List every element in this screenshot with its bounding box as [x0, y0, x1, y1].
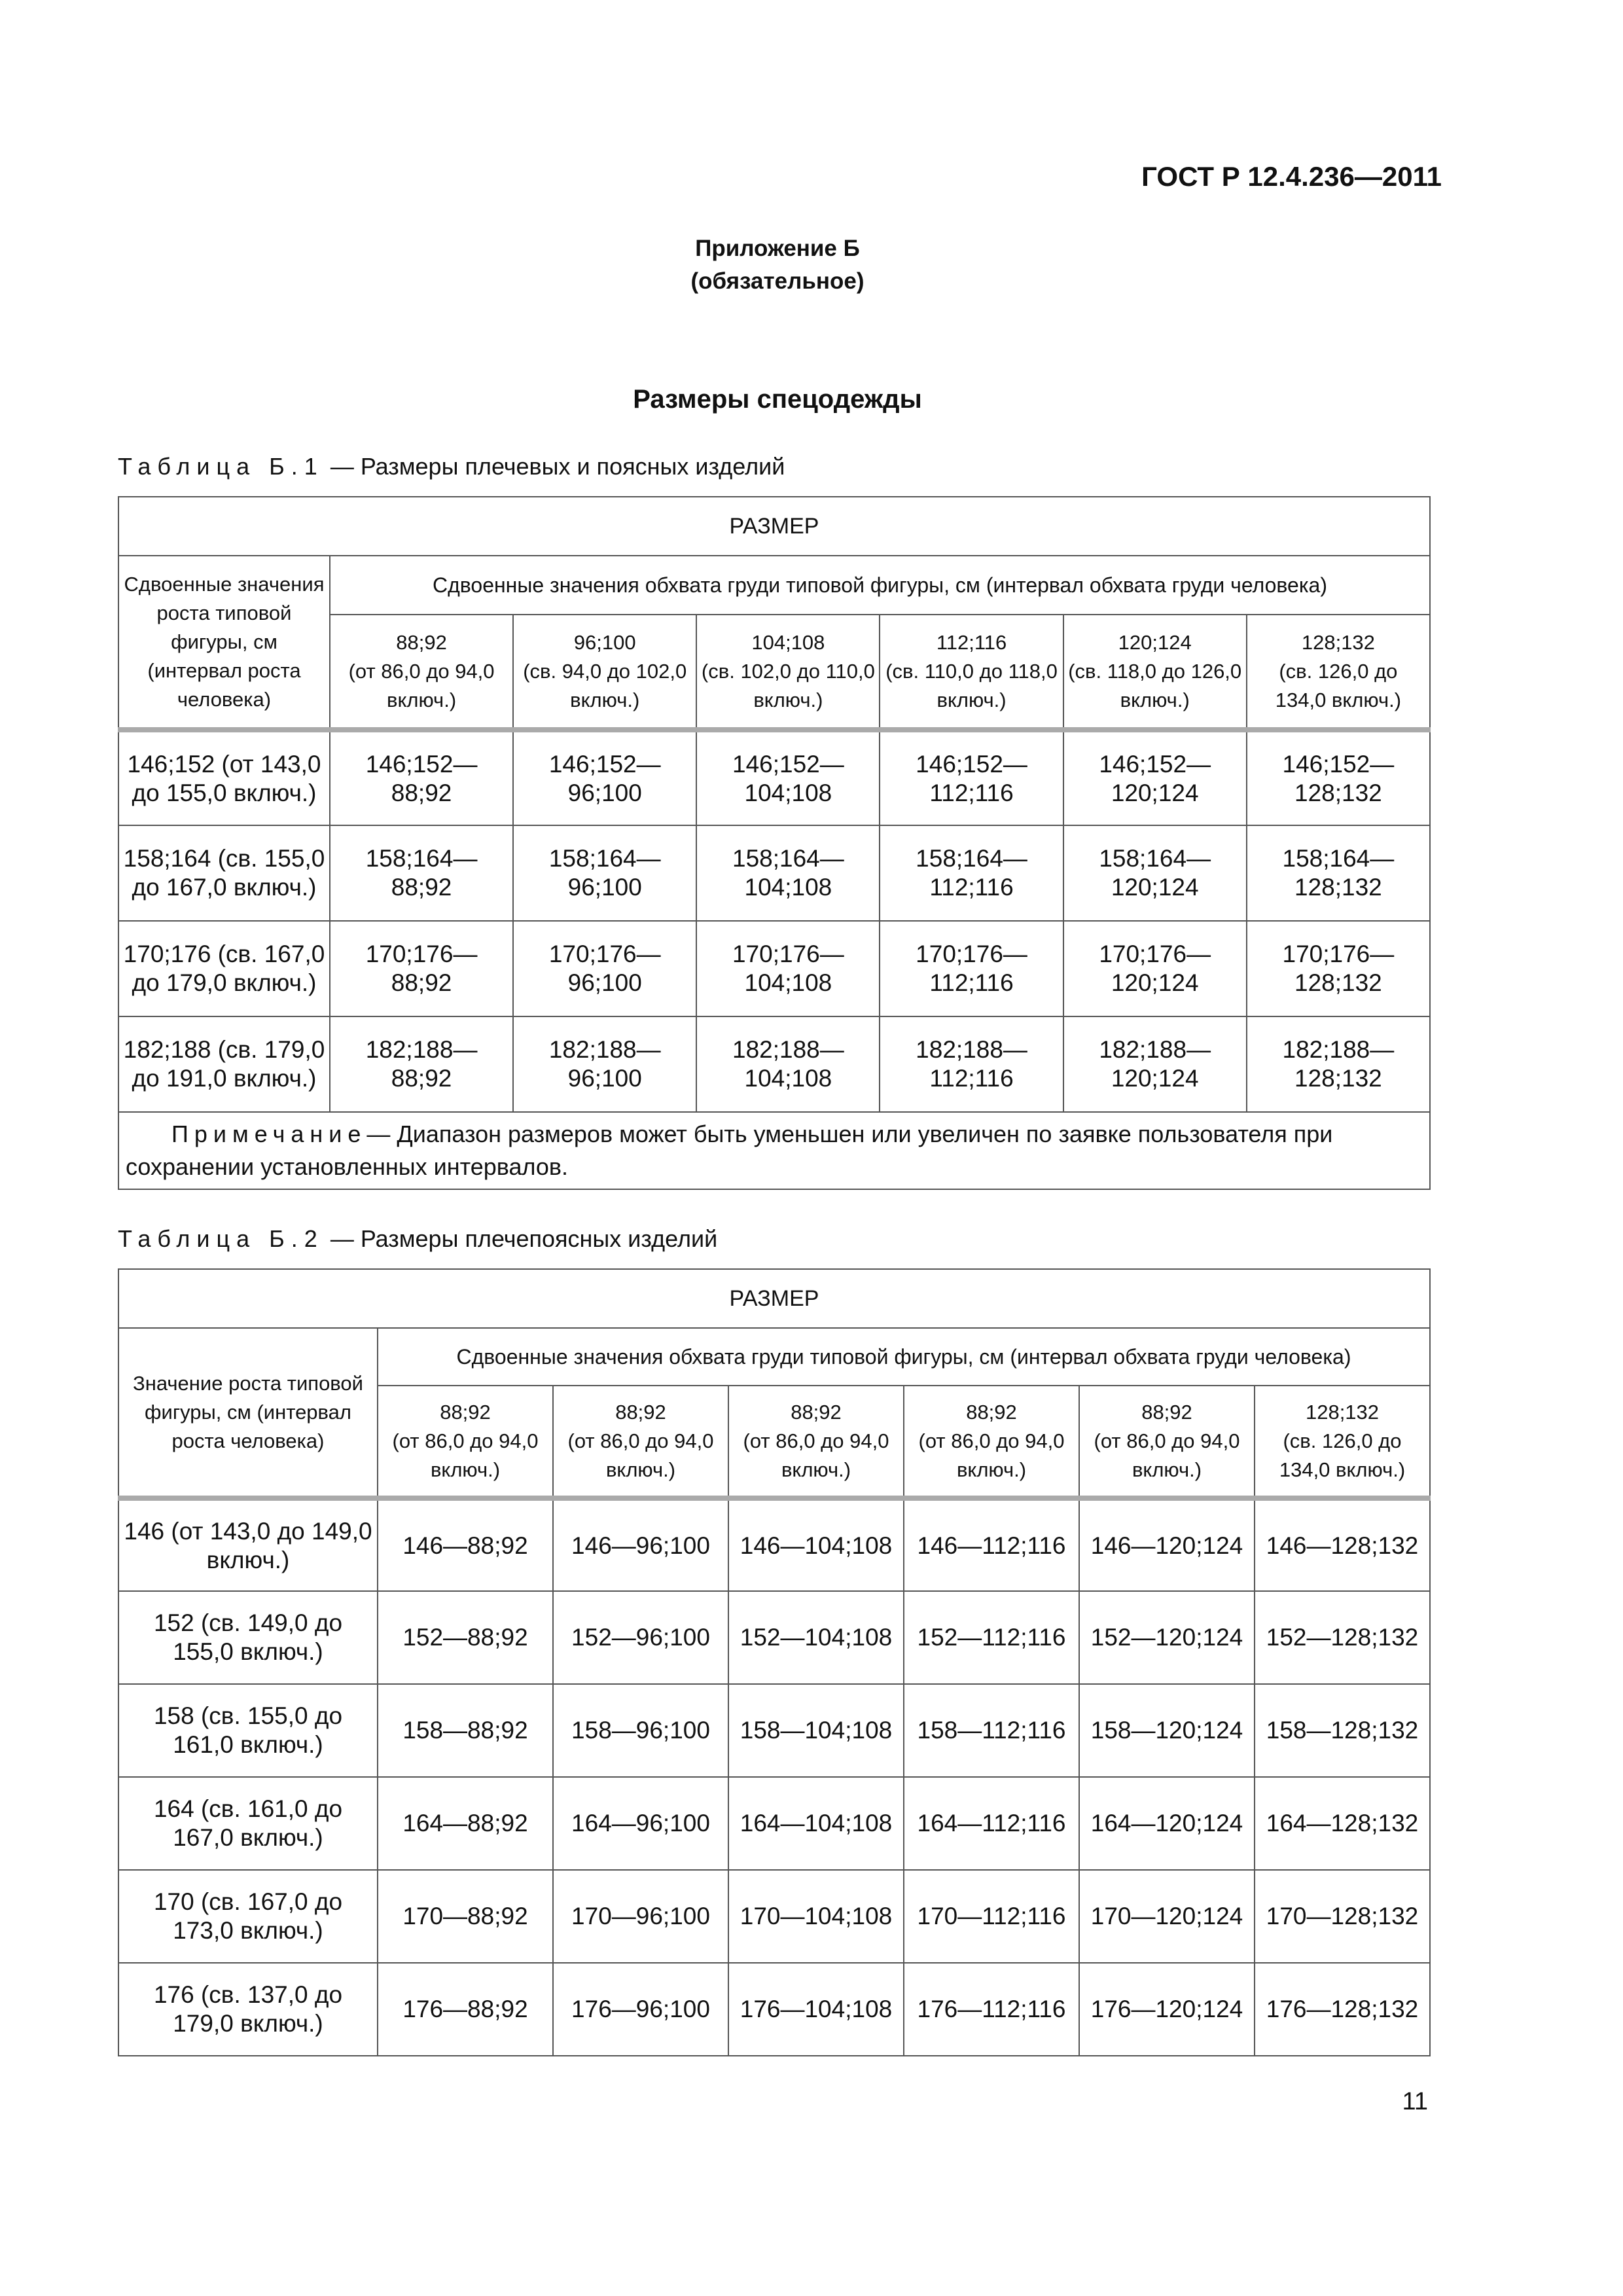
table-cell: 164—104;108 — [728, 1777, 904, 1870]
table-cell: 146—128;132 — [1255, 1498, 1430, 1591]
table-cell: 146;152— 104;108 — [696, 730, 880, 825]
column-range: (от 86,0 до 94,0 включ.) — [567, 1429, 714, 1481]
table-cell: 164—88;92 — [378, 1777, 553, 1870]
row-label: 146 (от 143,0 до 149,0 включ.) — [118, 1498, 378, 1591]
column-value: 120;124 — [1118, 630, 1192, 654]
column-header — [696, 615, 880, 730]
row-label: 158 (св. 155,0 до 161,0 включ.) — [118, 1684, 378, 1777]
table-cell: 164—112;116 — [904, 1777, 1079, 1870]
table-row — [118, 1777, 1430, 1870]
column-header — [553, 1386, 728, 1498]
column-header — [1063, 615, 1247, 730]
table-cell: 176—128;132 — [1255, 1963, 1430, 2056]
row-label: 146;152 (от 143,0 до 155,0 включ.) — [118, 730, 330, 825]
table-row — [118, 1591, 1430, 1684]
table-cell: 158;164— 88;92 — [330, 825, 513, 921]
column-value: 104;108 — [751, 630, 825, 654]
table-cell: 152—120;124 — [1079, 1591, 1255, 1684]
table-cell: 170—104;108 — [728, 1870, 904, 1963]
table-cell: 170;176— 96;100 — [513, 921, 696, 1016]
table1-group-header: Сдвоенные значения обхвата груди типовой фигуры, см (интервал обхвата груди человека) — [330, 556, 1430, 615]
column-header — [728, 1386, 904, 1498]
column-range: (от 86,0 до 94,0 включ.) — [392, 1429, 539, 1481]
table-cell: 170;176— 112;116 — [880, 921, 1063, 1016]
table2-razmer-header: РАЗМЕР — [118, 1269, 1430, 1328]
table-row — [118, 730, 1430, 825]
table2-row-header: Значение роста типовой фигуры, см (интервал роста человека) — [118, 1328, 378, 1498]
table-cell: 176—120;124 — [1079, 1963, 1255, 2056]
appendix-status: (обязательное) — [690, 268, 865, 294]
table-row — [118, 825, 1430, 921]
table-cell: 176—112;116 — [904, 1963, 1079, 2056]
section-title: Размеры спецодежды — [633, 385, 922, 414]
table1-note-label: Примечание — [171, 1121, 367, 1147]
column-value: 88;92 — [966, 1400, 1017, 1424]
row-label: 170 (св. 167,0 до 173,0 включ.) — [118, 1870, 378, 1963]
table-cell: 158;164— 104;108 — [696, 825, 880, 921]
table2-body — [118, 1498, 1430, 2056]
table-row — [118, 1498, 1430, 1591]
table-cell: 158—88;92 — [378, 1684, 553, 1777]
table-cell: 152—128;132 — [1255, 1591, 1430, 1684]
column-range: (от 86,0 до 94,0 включ.) — [1094, 1429, 1240, 1481]
table-row — [118, 921, 1430, 1016]
table-row — [118, 1963, 1430, 2056]
table-cell: 158—96;100 — [553, 1684, 728, 1777]
table-cell: 170—120;124 — [1079, 1870, 1255, 1963]
table-cell: 182;188— 120;124 — [1063, 1016, 1247, 1112]
table-cell: 146—88;92 — [378, 1498, 553, 1591]
column-value: 88;92 — [440, 1400, 491, 1424]
column-range: (св. 118,0 до 126,0 включ.) — [1068, 659, 1242, 711]
table-cell: 146—104;108 — [728, 1498, 904, 1591]
table-cell: 170;176— 88;92 — [330, 921, 513, 1016]
column-header — [1079, 1386, 1255, 1498]
column-header — [330, 615, 513, 730]
column-header — [378, 1386, 553, 1498]
table-cell: 170—128;132 — [1255, 1870, 1430, 1963]
column-range: (от 86,0 до 94,0 включ.) — [743, 1429, 889, 1481]
table-cell: 170—88;92 — [378, 1870, 553, 1963]
table-cell: 146;152— 88;92 — [330, 730, 513, 825]
table-cell: 176—104;108 — [728, 1963, 904, 2056]
table1-caption-label: Таблица Б.1 — [118, 453, 324, 480]
table-cell: 146—96;100 — [553, 1498, 728, 1591]
table-cell: 182;188— 88;92 — [330, 1016, 513, 1112]
table-cell: 158;164— 120;124 — [1063, 825, 1247, 921]
column-range: (св. 94,0 до 102,0 включ.) — [523, 659, 687, 711]
row-label: 158;164 (св. 155,0 до 167,0 включ.) — [118, 825, 330, 921]
table-cell: 170;176— 128;132 — [1247, 921, 1430, 1016]
table-cell: 158;164— 128;132 — [1247, 825, 1430, 921]
table-cell: 146;152— 112;116 — [880, 730, 1063, 825]
table-row — [118, 1870, 1430, 1963]
table1-caption-text: — Размеры плечевых и поясных изделий — [330, 453, 785, 480]
column-range: (св. 102,0 до 110,0 включ.) — [701, 659, 875, 711]
table-cell: 158—128;132 — [1255, 1684, 1430, 1777]
table-cell: 158—120;124 — [1079, 1684, 1255, 1777]
column-value: 88;92 — [396, 630, 447, 654]
column-header — [1247, 615, 1430, 730]
table-cell: 182;188— 96;100 — [513, 1016, 696, 1112]
column-value: 88;92 — [791, 1400, 842, 1424]
table-cell: 170—96;100 — [553, 1870, 728, 1963]
standard-number: ГОСТ Р 12.4.236—2011 — [1141, 161, 1442, 192]
table-cell: 146;152— 128;132 — [1247, 730, 1430, 825]
table-cell: 152—112;116 — [904, 1591, 1079, 1684]
table-row — [118, 1684, 1430, 1777]
table-cell: 146;152— 120;124 — [1063, 730, 1247, 825]
table2-group-header: Сдвоенные значения обхвата груди типовой фигуры, см (интервал обхвата груди человека) — [378, 1328, 1430, 1386]
table1-row-header: Сдвоенные значения роста типовой фигуры, см (интервал роста человека) — [118, 556, 330, 730]
column-value: 88;92 — [1141, 1400, 1192, 1424]
column-value: 96;100 — [573, 630, 636, 654]
row-label: 152 (св. 149,0 до 155,0 включ.) — [118, 1591, 378, 1684]
table2 — [118, 1268, 1431, 2056]
row-label: 182;188 (св. 179,0 до 191,0 включ.) — [118, 1016, 330, 1112]
column-value: 128;132 — [1301, 630, 1375, 654]
column-value: 112;116 — [936, 630, 1007, 654]
column-header — [904, 1386, 1079, 1498]
table-cell: 164—128;132 — [1255, 1777, 1430, 1870]
table-cell: 158—112;116 — [904, 1684, 1079, 1777]
table-cell: 176—88;92 — [378, 1963, 553, 2056]
appendix-heading — [0, 232, 1555, 298]
table-row — [118, 1016, 1430, 1112]
column-value: 128;132 — [1305, 1400, 1380, 1424]
table-cell: 170;176— 120;124 — [1063, 921, 1247, 1016]
table1-body — [118, 730, 1430, 1112]
table2-caption-text: — Размеры плечепоясных изделий — [330, 1225, 718, 1252]
column-range: (от 86,0 до 94,0 включ.) — [348, 659, 495, 711]
table-cell: 176—96;100 — [553, 1963, 728, 2056]
table-cell: 146—120;124 — [1079, 1498, 1255, 1591]
column-range: (св. 110,0 до 118,0 включ.) — [885, 659, 1058, 711]
table-cell: 152—96;100 — [553, 1591, 728, 1684]
column-range: (св. 126,0 до 134,0 включ.) — [1279, 1429, 1406, 1481]
table-cell: 152—88;92 — [378, 1591, 553, 1684]
table-cell: 146—112;116 — [904, 1498, 1079, 1591]
table1-note-text: — Диапазон размеров может быть уменьшен или увеличен по заявке пользователя при сохранении установленных интервалов. — [126, 1121, 1333, 1180]
column-header — [880, 615, 1063, 730]
table1-caption — [118, 453, 785, 480]
table1-note — [118, 1112, 1430, 1189]
table-cell: 158;164— 112;116 — [880, 825, 1063, 921]
column-range: (от 86,0 до 94,0 включ.) — [918, 1429, 1065, 1481]
table1-razmer-header: РАЗМЕР — [118, 497, 1430, 556]
column-header — [1255, 1386, 1430, 1498]
column-header — [513, 615, 696, 730]
table-cell: 158;164— 96;100 — [513, 825, 696, 921]
table-cell: 146;152— 96;100 — [513, 730, 696, 825]
column-value: 88;92 — [615, 1400, 666, 1424]
row-label: 170;176 (св. 167,0 до 179,0 включ.) — [118, 921, 330, 1016]
table-cell: 158—104;108 — [728, 1684, 904, 1777]
appendix-title: Приложение Б — [695, 236, 860, 261]
row-label: 164 (св. 161,0 до 167,0 включ.) — [118, 1777, 378, 1870]
table-cell: 164—96;100 — [553, 1777, 728, 1870]
table-cell: 164—120;124 — [1079, 1777, 1255, 1870]
table-cell: 152—104;108 — [728, 1591, 904, 1684]
table-cell: 170;176— 104;108 — [696, 921, 880, 1016]
row-label: 176 (св. 137,0 до 179,0 включ.) — [118, 1963, 378, 2056]
table-cell: 182;188— 104;108 — [696, 1016, 880, 1112]
page-number: 11 — [1402, 2088, 1428, 2115]
table1 — [118, 496, 1431, 1190]
table-cell: 182;188— 128;132 — [1247, 1016, 1430, 1112]
table2-caption — [118, 1225, 717, 1253]
table2-caption-label: Таблица Б.2 — [118, 1225, 324, 1252]
column-range: (св. 126,0 до 134,0 включ.) — [1275, 659, 1402, 711]
table-cell: 182;188— 112;116 — [880, 1016, 1063, 1112]
table-cell: 170—112;116 — [904, 1870, 1079, 1963]
